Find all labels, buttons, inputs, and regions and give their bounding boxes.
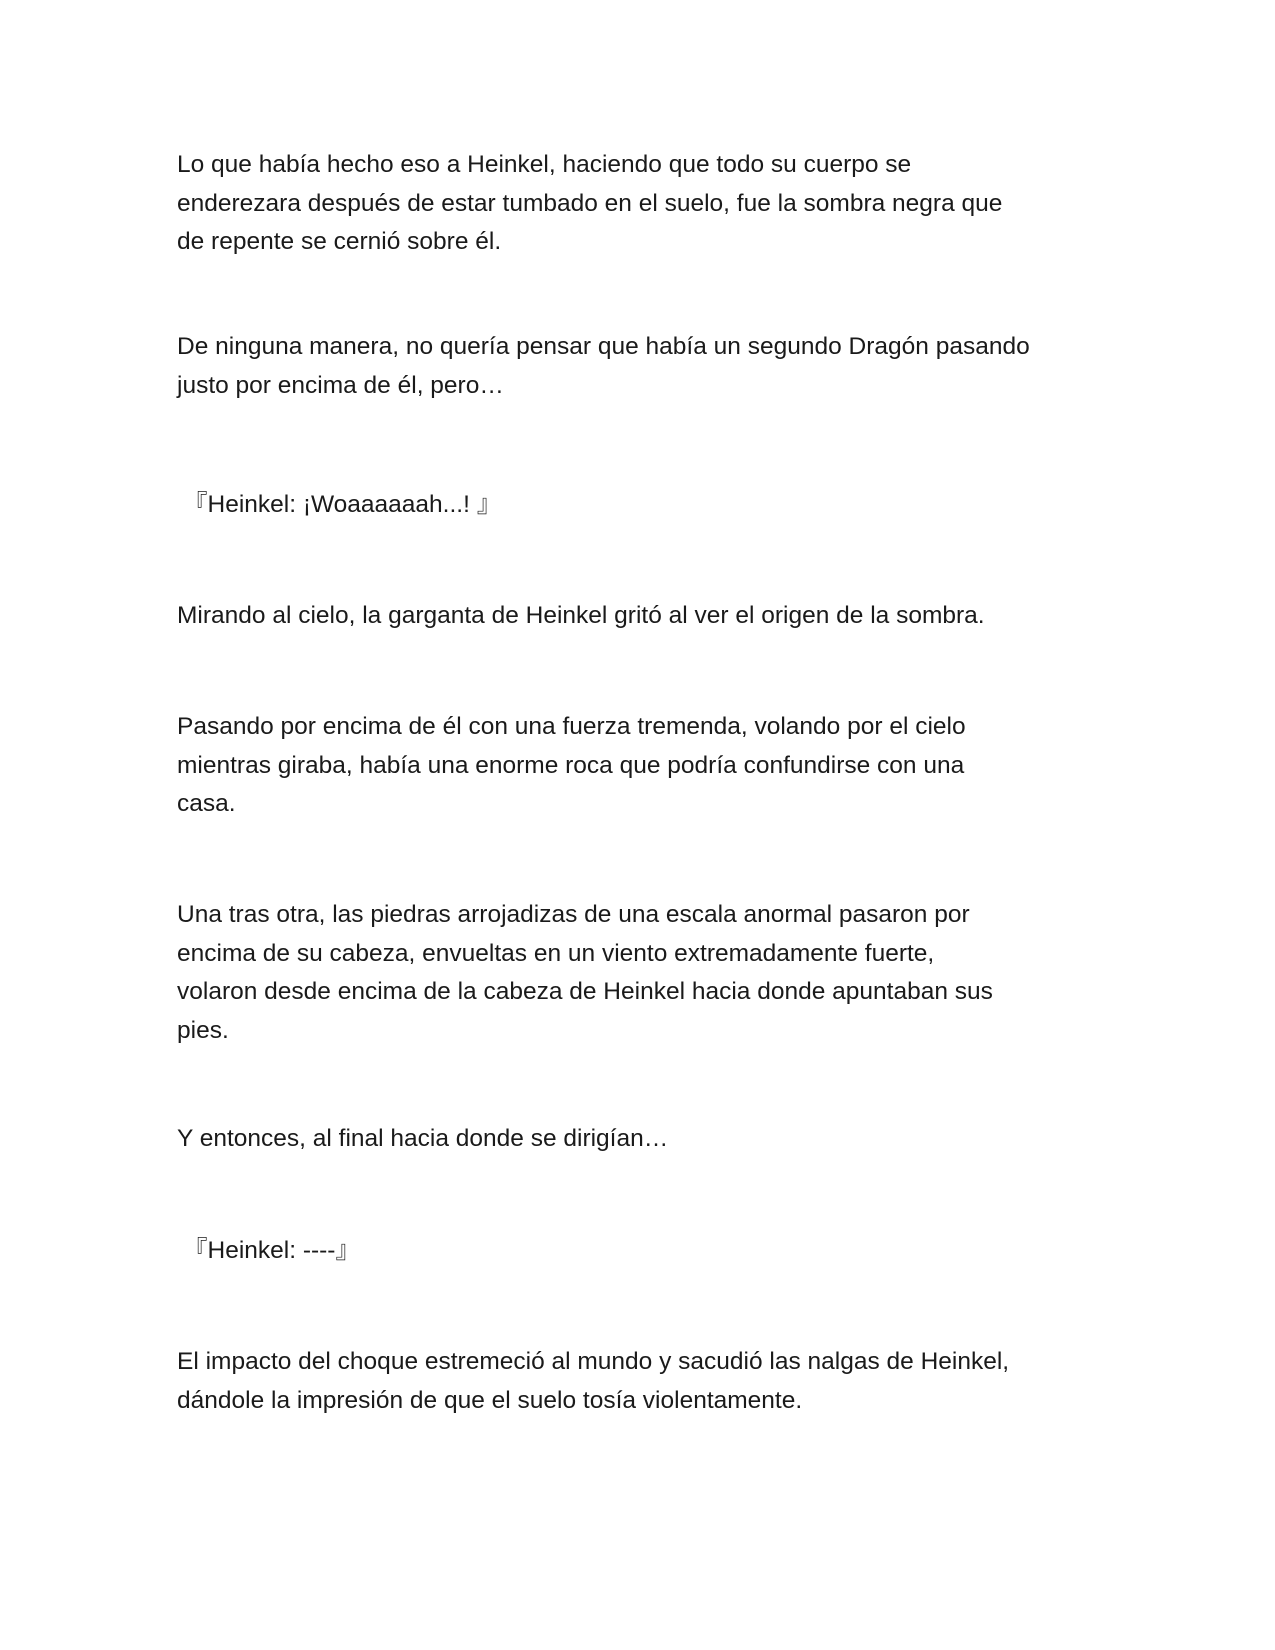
paragraph-7 <box>177 1343 1107 1420</box>
paragraph-line: Pasando por encima de él con una fuerza tremenda, volando por el cielo <box>177 713 966 740</box>
paragraph-line: justo por encima de él, pero… <box>177 371 504 399</box>
paragraph-line: casa. <box>177 790 236 817</box>
paragraph-line: Y entonces, al final hacia donde se dirigían… <box>177 1125 669 1152</box>
dialogue-text: 『Heinkel: ¡Woaaaaaah...! 』 <box>183 491 502 518</box>
paragraph-line: enderezara después de estar tumbado en el suelo, fue la sombra negra que <box>177 189 1003 217</box>
paragraph-line: encima de su cabeza, envueltas en un viento extremadamente fuerte, <box>177 939 935 967</box>
paragraph-line: mientras giraba, había una enorme roca que podría confundirse con una <box>177 751 965 779</box>
paragraph-1 <box>177 146 1107 262</box>
paragraph-2 <box>177 328 1107 405</box>
paragraph-line: Mirando al cielo, la garganta de Heinkel gritó al ver el origen de la sombra. <box>177 602 985 629</box>
paragraph-line: pies. <box>177 1016 229 1044</box>
paragraph-4 <box>177 708 1107 824</box>
paragraph-line: de repente se cernió sobre él. <box>177 228 502 255</box>
paragraph-line: dándole la impresión de que el suelo tosía violentamente. <box>177 1386 803 1414</box>
paragraph-3 <box>177 597 1107 636</box>
paragraph-line: Lo que había hecho eso a Heinkel, haciendo que todo su cuerpo se <box>177 151 912 178</box>
paragraph-line: Una tras otra, las piedras arrojadizas de una escala anormal pasaron por <box>177 901 970 928</box>
paragraph-line: volaron desde encima de la cabeza de Heinkel hacia donde apuntaban sus <box>177 978 993 1005</box>
paragraph-line: El impacto del choque estremeció al mundo y sacudió las nalgas de Heinkel, <box>177 1348 1010 1375</box>
dialogue-line-1 <box>183 486 1113 525</box>
dialogue-line-2 <box>183 1232 1113 1271</box>
paragraph-6 <box>177 1120 1107 1159</box>
dialogue-text: 『Heinkel: ----』 <box>183 1237 360 1264</box>
paragraph-5 <box>177 896 1107 1050</box>
paragraph-line: De ninguna manera, no quería pensar que había un segundo Dragón pasando <box>177 333 1030 360</box>
